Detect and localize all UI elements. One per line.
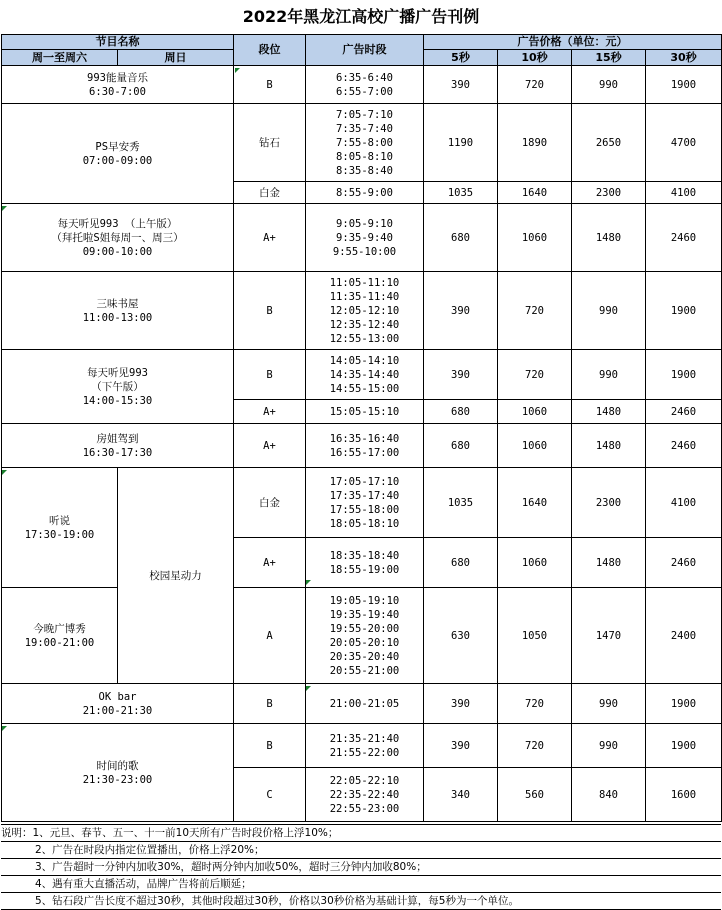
level-cell: B (234, 272, 306, 350)
level-cell: 白金 (234, 468, 306, 538)
program-name-cell (2, 66, 234, 104)
time-slot-line: 12:05-12:10 (329, 304, 400, 317)
program-name-cell (2, 468, 118, 588)
price-cell-5s: 680 (424, 400, 498, 424)
time-slot-line: 7:05-7:10 (336, 108, 393, 121)
price-cell-5s: 1190 (424, 104, 498, 182)
time-slot-line: 17:55-18:00 (329, 503, 400, 516)
price-cell-5s: 1035 (424, 468, 498, 538)
header-time: 广告时段 (306, 35, 424, 66)
program-name-line: （下午版） (91, 380, 144, 393)
program-name-cell (2, 724, 234, 822)
time-slot-line: 22:35-22:40 (329, 788, 400, 801)
time-slot-cell (306, 768, 424, 822)
time-slot-line: 14:05-14:10 (329, 354, 400, 367)
price-cell-5s: 1035 (424, 182, 498, 204)
level-cell: B (234, 66, 306, 104)
header-5s: 5秒 (424, 50, 498, 66)
time-slot-line: 8:55-9:00 (336, 186, 393, 199)
program-name-line: 07:00-09:00 (82, 154, 153, 167)
time-slot-line: 20:55-21:00 (329, 664, 400, 677)
program-name-line: 993能量音乐 (87, 71, 148, 84)
price-cell-30s: 1900 (646, 684, 722, 724)
cell-comment-marker (235, 68, 240, 73)
time-slot-line: 20:05-20:10 (329, 636, 400, 649)
sunday-program-cell: 校园星动力 (118, 468, 234, 684)
time-slot-line: 17:35-17:40 (329, 489, 400, 502)
time-slot-line: 17:05-17:10 (329, 475, 400, 488)
price-cell-30s: 2460 (646, 538, 722, 588)
program-name-line: 每天听见993 （上午版） (57, 217, 178, 230)
price-cell-15s: 2300 (572, 468, 646, 538)
program-name-line: 11:00-13:00 (82, 311, 153, 324)
level-cell: C (234, 768, 306, 822)
time-slot-line: 6:35-6:40 (336, 71, 393, 84)
price-cell-30s: 1900 (646, 724, 722, 768)
time-slot-line: 12:55-13:00 (329, 332, 400, 345)
price-cell-10s: 720 (498, 350, 572, 400)
cell-comment-marker (306, 580, 311, 585)
header-level: 段位 (234, 35, 306, 66)
price-cell-10s: 720 (498, 272, 572, 350)
time-slot-cell (306, 66, 424, 104)
price-cell-5s: 390 (424, 724, 498, 768)
program-name-cell (2, 204, 234, 272)
note-line: 5、钻石段广告长度不超过30秒，其他时段超过30秒，价格以30秒价格为基础计算，每5秒为一个单位。 (1, 893, 721, 910)
price-cell-30s: 2400 (646, 588, 722, 684)
price-cell-30s: 2460 (646, 424, 722, 468)
price-cell-5s: 680 (424, 204, 498, 272)
table-row (2, 272, 722, 350)
time-slot-cell (306, 104, 424, 182)
time-slot-line: 9:05-9:10 (336, 217, 393, 230)
time-slot-line: 19:35-19:40 (329, 608, 400, 621)
time-slot-line: 8:35-8:40 (336, 164, 393, 177)
time-slot-line: 16:55-17:00 (329, 446, 400, 459)
cell-comment-marker (2, 470, 7, 475)
time-slot-line: 14:55-15:00 (329, 382, 400, 395)
time-slot-line: 8:05-8:10 (336, 150, 393, 163)
price-cell-15s: 990 (572, 272, 646, 350)
price-cell-5s: 630 (424, 588, 498, 684)
time-slot-line: 15:05-15:10 (329, 405, 400, 418)
price-cell-5s: 680 (424, 424, 498, 468)
cell-comment-marker (306, 686, 311, 691)
program-name-line: 09:00-10:00 (82, 245, 153, 258)
time-slot-line: 22:55-23:00 (329, 802, 400, 815)
program-name-cell (2, 104, 234, 204)
table-row (2, 350, 722, 400)
time-slot-line: 22:05-22:10 (329, 774, 400, 787)
header-weekday: 周一至周六 (2, 50, 118, 66)
table-row (2, 588, 722, 684)
note-line: 2、广告在时段内指定位置播出，价格上浮20%； (1, 842, 721, 859)
program-name-line: OK bar (98, 690, 137, 703)
price-cell-15s: 990 (572, 724, 646, 768)
price-cell-15s: 1480 (572, 400, 646, 424)
program-name-cell (2, 424, 234, 468)
price-cell-30s: 1900 (646, 66, 722, 104)
time-slot-cell (306, 424, 424, 468)
table-row (2, 104, 722, 182)
program-name-cell (2, 684, 234, 724)
program-name-line: 6:30-7:00 (89, 85, 146, 98)
table-row (2, 684, 722, 724)
time-slot-cell (306, 468, 424, 538)
price-cell-10s: 560 (498, 768, 572, 822)
level-cell: A+ (234, 424, 306, 468)
time-slot-cell (306, 538, 424, 588)
header-program: 节目名称 (2, 35, 234, 50)
price-cell-30s: 1900 (646, 272, 722, 350)
price-cell-30s: 1900 (646, 350, 722, 400)
price-cell-10s: 1890 (498, 104, 572, 182)
cell-comment-marker (2, 206, 7, 211)
price-cell-15s: 840 (572, 768, 646, 822)
price-cell-30s: 1600 (646, 768, 722, 822)
time-slot-cell (306, 350, 424, 400)
rate-card-table (1, 34, 722, 822)
table-row (2, 468, 722, 538)
price-cell-10s: 1640 (498, 468, 572, 538)
time-slot-line: 12:35-12:40 (329, 318, 400, 331)
level-cell: A+ (234, 400, 306, 424)
note-line: 3、广告超时一分钟内加收30%，超时两分钟内加收50%，超时三分钟内加收80%； (1, 859, 721, 876)
program-name-line: 14:00-15:30 (82, 394, 153, 407)
price-cell-10s: 720 (498, 66, 572, 104)
price-cell-10s: 720 (498, 724, 572, 768)
level-cell: 白金 (234, 182, 306, 204)
program-name-line: 21:00-21:30 (82, 704, 153, 717)
price-cell-10s: 1640 (498, 182, 572, 204)
time-slot-line: 18:35-18:40 (329, 549, 400, 562)
time-slot-cell (306, 182, 424, 204)
time-slot-line: 7:35-7:40 (336, 122, 393, 135)
time-slot-cell (306, 272, 424, 350)
price-cell-10s: 1060 (498, 400, 572, 424)
time-slot-line: 7:55-8:00 (336, 136, 393, 149)
price-cell-15s: 990 (572, 66, 646, 104)
time-slot-cell (306, 684, 424, 724)
price-cell-15s: 1470 (572, 588, 646, 684)
time-slot-cell (306, 588, 424, 684)
header-15s: 15秒 (572, 50, 646, 66)
price-cell-15s: 1480 (572, 424, 646, 468)
price-cell-5s: 680 (424, 538, 498, 588)
price-cell-5s: 390 (424, 272, 498, 350)
price-cell-10s: 1060 (498, 424, 572, 468)
time-slot-line: 14:35-14:40 (329, 368, 400, 381)
price-cell-30s: 4100 (646, 182, 722, 204)
time-slot-line: 18:55-19:00 (329, 563, 400, 576)
cell-comment-marker (2, 726, 7, 731)
program-name-line: 今晚广博秀 (33, 622, 86, 635)
price-cell-15s: 990 (572, 350, 646, 400)
price-cell-15s: 2650 (572, 104, 646, 182)
level-cell: B (234, 350, 306, 400)
time-slot-line: 19:05-19:10 (329, 594, 400, 607)
price-cell-10s: 1060 (498, 538, 572, 588)
time-slot-line: 21:35-21:40 (329, 732, 400, 745)
program-name-line: 听说 (49, 514, 70, 527)
program-name-line: 19:00-21:00 (24, 636, 95, 649)
price-cell-5s: 390 (424, 350, 498, 400)
header-30s: 30秒 (646, 50, 722, 66)
program-name-line: （拜托啦S姐每周一、周三） (51, 231, 184, 244)
header-10s: 10秒 (498, 50, 572, 66)
level-cell: A (234, 588, 306, 684)
price-cell-5s: 340 (424, 768, 498, 822)
program-name-line: 16:30-17:30 (82, 446, 153, 459)
price-cell-10s: 1050 (498, 588, 572, 684)
table-row (2, 204, 722, 272)
program-name-line: 时间的歌 (96, 759, 139, 772)
price-cell-30s: 4700 (646, 104, 722, 182)
time-slot-line: 19:55-20:00 (329, 622, 400, 635)
time-slot-line: 11:35-11:40 (329, 290, 400, 303)
level-cell: B (234, 684, 306, 724)
time-slot-line: 11:05-11:10 (329, 276, 400, 289)
sheet-title: 2022年黑龙江高校广播广告刊例 (242, 7, 480, 26)
table-row (2, 424, 722, 468)
time-slot-line: 21:00-21:05 (329, 697, 400, 710)
note-line: 4、遇有重大直播活动，品牌广告将前后顺延； (1, 876, 721, 893)
time-slot-cell (306, 724, 424, 768)
time-slot-cell (306, 400, 424, 424)
program-name-line: 17:30-19:00 (24, 528, 95, 541)
program-name-line: 房姐驾到 (96, 432, 139, 445)
price-cell-15s: 2300 (572, 182, 646, 204)
header-price: 广告价格（单位：元） (424, 35, 722, 50)
time-slot-line: 9:55-10:00 (332, 245, 397, 258)
level-cell: B (234, 724, 306, 768)
program-name-line: 每天听见993 (87, 366, 148, 379)
program-name-cell (2, 350, 234, 424)
program-name-line: PS早安秀 (95, 140, 140, 153)
price-cell-15s: 990 (572, 684, 646, 724)
program-name-cell (2, 588, 118, 684)
time-slot-line: 20:35-20:40 (329, 650, 400, 663)
time-slot-line: 16:35-16:40 (329, 432, 400, 445)
table-row (2, 724, 722, 768)
program-name-cell (2, 272, 234, 350)
price-cell-30s: 2460 (646, 400, 722, 424)
price-cell-30s: 4100 (646, 468, 722, 538)
program-name-line: 三味书屋 (96, 297, 139, 310)
level-cell: A+ (234, 204, 306, 272)
price-cell-15s: 1480 (572, 538, 646, 588)
price-cell-15s: 1480 (572, 204, 646, 272)
table-row (2, 66, 722, 104)
time-slot-line: 9:35-9:40 (336, 231, 393, 244)
time-slot-line: 18:05-18:10 (329, 517, 400, 530)
level-cell: A+ (234, 538, 306, 588)
price-cell-5s: 390 (424, 684, 498, 724)
level-cell: 钻石 (234, 104, 306, 182)
price-cell-10s: 720 (498, 684, 572, 724)
notes-section (1, 824, 721, 910)
price-cell-10s: 1060 (498, 204, 572, 272)
time-slot-line: 6:55-7:00 (336, 85, 393, 98)
time-slot-line: 21:55-22:00 (329, 746, 400, 759)
program-name-line: 21:30-23:00 (82, 773, 153, 786)
time-slot-cell (306, 204, 424, 272)
price-cell-5s: 390 (424, 66, 498, 104)
header-sunday: 周日 (118, 50, 234, 66)
price-cell-30s: 2460 (646, 204, 722, 272)
note-line: 说明：1、元旦、春节、五一、十一前10天所有广告时段价格上浮10%； (1, 824, 721, 842)
